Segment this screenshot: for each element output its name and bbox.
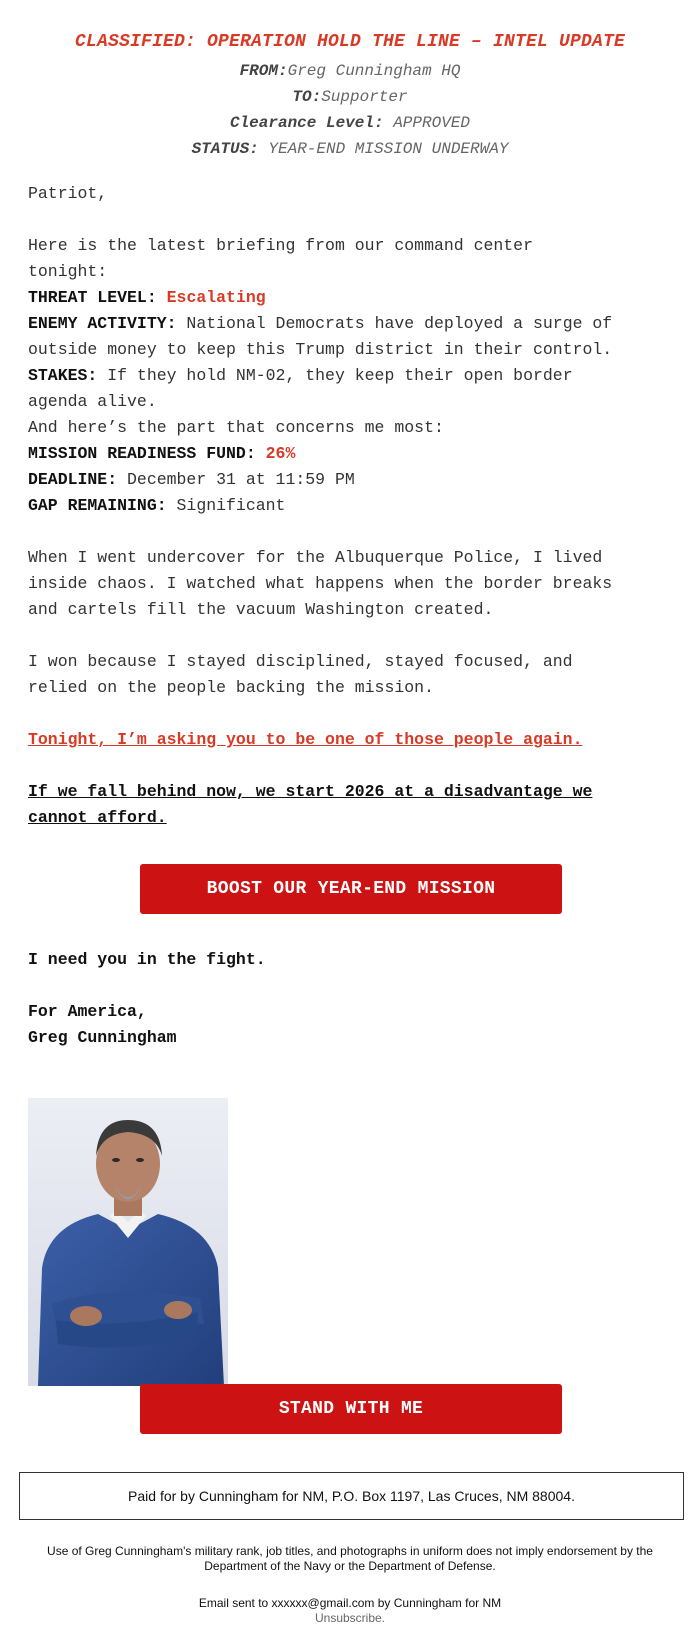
intro-line-2: tonight: [28, 262, 108, 281]
gap-value: Significant [166, 496, 286, 515]
enemy-activity [28, 310, 678, 337]
need-line: I need you in the fight. [28, 950, 266, 969]
ask-line[interactable] [28, 726, 678, 753]
from-line [0, 62, 700, 80]
signature: Greg Cunningham [28, 1028, 177, 1047]
enemy-label: ENEMY ACTIVITY: [28, 314, 177, 333]
threat-label: THREAT LEVEL: [28, 288, 157, 307]
fall-link-2[interactable]: cannot afford. [28, 808, 167, 827]
from-label: FROM: [239, 62, 288, 80]
paid-for-box: Paid for by Cunningham for NM, P.O. Box 1197, Las Cruces, NM 88004. [19, 1472, 684, 1520]
stakes-text-2: agenda alive. [28, 392, 157, 411]
gap-remaining [28, 492, 678, 519]
unsubscribe-line[interactable] [30, 1611, 670, 1626]
email-sent-line: Email sent to xxxxxx@gmail.com by Cunningham for NM [198, 1596, 502, 1610]
undercover-line-3: and cartels fill the vacuum Washington created. [28, 600, 494, 619]
won-line-1: I won because I stayed disciplined, stayed focused, and [28, 652, 573, 671]
status-value: YEAR-END MISSION UNDERWAY [258, 140, 509, 158]
gap-label: GAP REMAINING: [28, 496, 167, 515]
enemy-text-2: outside money to keep this Trump district in their control. [28, 340, 613, 359]
boost-mission-button[interactable]: BOOST OUR YEAR-END MISSION [140, 864, 562, 914]
greeting: Patriot, [28, 184, 108, 203]
status-label: STATUS: [191, 140, 259, 158]
deadline [28, 466, 678, 493]
disclaimer-line-2: Department of the Navy or the Department of Defense. [204, 1559, 496, 1573]
deadline-label: DEADLINE: [28, 470, 118, 489]
unsubscribe-link[interactable]: Unsubscribe. [314, 1611, 386, 1625]
ask-link[interactable]: Tonight, I’m asking you to be one of those people again. [28, 730, 583, 749]
fund-value: 26% [255, 444, 296, 463]
deadline-value: December 31 at 11:59 PM [117, 470, 355, 489]
mission-fund [28, 440, 678, 467]
threat-value: Escalating [156, 288, 266, 307]
candidate-portrait-icon [28, 1098, 228, 1386]
disclaimer-line-1: Use of Greg Cunningham's military rank, job titles, and photographs in uniform does not imply endorsement by the [47, 1544, 653, 1558]
stand-with-me-button[interactable]: STAND WITH ME [140, 1384, 562, 1434]
intro-line-1: Here is the latest briefing from our command center [28, 236, 533, 255]
to-line [0, 88, 700, 106]
stakes [28, 362, 678, 389]
fall-line-2[interactable] [28, 804, 678, 831]
stakes-text-1: If they hold NM-02, they keep their open border [97, 366, 573, 385]
won-line-2: relied on the people backing the mission. [28, 678, 434, 697]
fall-link-1[interactable]: If we fall behind now, we start 2026 at a disadvantage we [28, 782, 593, 801]
from-value: Greg Cunningham HQ [287, 62, 461, 80]
stakes-label: STAKES: [28, 366, 98, 385]
undercover-line-1: When I went undercover for the Albuquerque Police, I lived [28, 548, 603, 567]
to-value: Supporter [321, 88, 408, 106]
candidate-photo [28, 1098, 228, 1386]
enemy-text-1: National Democrats have deployed a surge of [176, 314, 613, 333]
fall-line-1[interactable] [28, 778, 678, 805]
signoff: For America, [28, 1002, 147, 1021]
to-label: TO: [292, 88, 322, 106]
clearance-value: APPROVED [383, 114, 471, 132]
concern-line: And here’s the part that concerns me most: [28, 418, 444, 437]
undercover-line-2: inside chaos. I watched what happens when the border breaks [28, 574, 613, 593]
fund-label: MISSION READINESS FUND: [28, 444, 256, 463]
email-title: CLASSIFIED: OPERATION HOLD THE LINE – INTEL UPDATE [74, 32, 626, 52]
clearance-label: Clearance Level: [229, 114, 384, 132]
clearance-line [0, 114, 700, 132]
threat-level [28, 284, 678, 311]
status-line [0, 140, 700, 158]
